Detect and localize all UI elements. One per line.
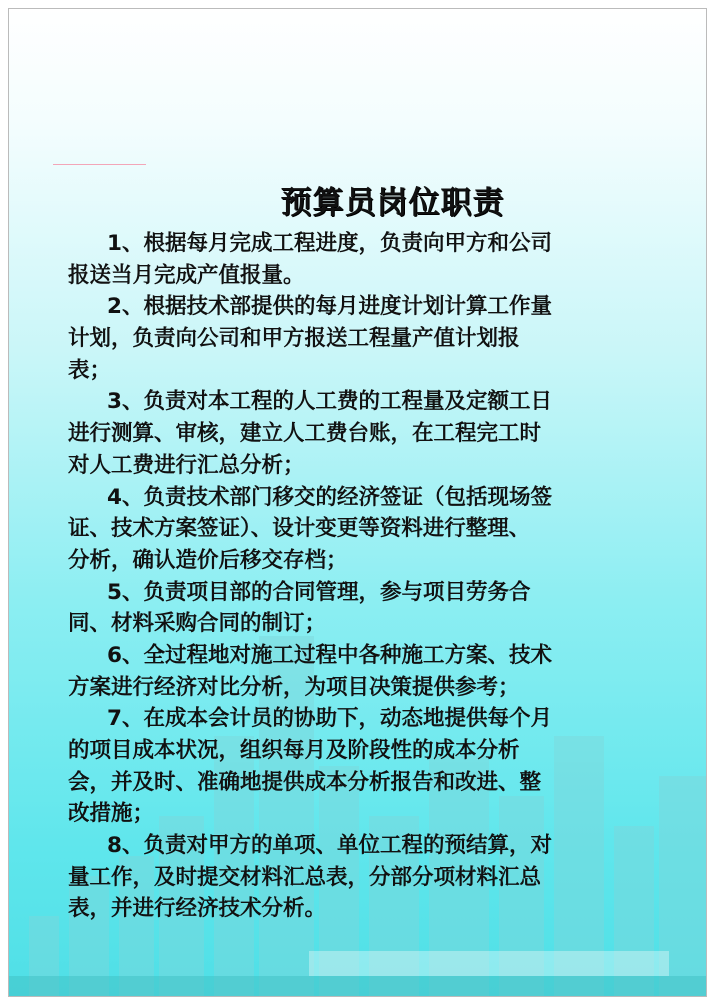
duty-item <box>68 482 658 577</box>
duty-line: 对人工费进行汇总分析； <box>68 452 305 478</box>
duty-item <box>68 228 658 291</box>
duty-item <box>68 830 658 925</box>
duty-line: 3、负责对本工程的人工费的工程量及定额工日 <box>107 389 552 415</box>
page-title: 预算员岗位职责 <box>280 185 505 221</box>
duty-item <box>68 640 658 703</box>
duty-item <box>68 386 658 481</box>
duty-line: 1、根据每月完成工程进度，负责向甲方和公司 <box>107 231 552 256</box>
duty-line: 6、全过程地对施工过程中各种施工方案、技术 <box>107 642 552 668</box>
duty-line: 2、根据技术部提供的每月进度计划计算工作量 <box>107 294 552 320</box>
duty-line: 同、材料采购合同的制订； <box>68 611 327 637</box>
duty-list <box>68 228 658 925</box>
duty-line: 计划，负责向公司和甲方报送工程量产值计划报 <box>68 326 520 352</box>
duty-line: 证、技术方案签证）、设计变更等资料进行整理、 <box>68 516 531 542</box>
duty-line: 方案进行经济对比分析，为项目决策提供参考； <box>68 674 520 700</box>
duty-line: 4、负责技术部门移交的经济签证（包括现场签 <box>107 484 552 510</box>
duty-line: 8、负责对甲方的单项、单位工程的预结算，对 <box>107 833 552 859</box>
duty-line: 分析，确认造价后移交存档； <box>68 547 348 573</box>
duty-line: 表； <box>68 357 112 383</box>
duty-line: 报送当月完成产值报量。 <box>68 262 305 288</box>
duty-line: 5、负责项目部的合同管理，参与项目劳务合 <box>107 579 531 605</box>
duty-line: 表，并进行经济技术分析。 <box>68 896 327 922</box>
duty-line: 改措施； <box>68 801 155 827</box>
duty-line: 的项目成本状况，组织每月及阶段性的成本分析 <box>68 738 520 763</box>
duty-line: 会，并及时、准确地提供成本分析报告和改进、整 <box>68 769 542 795</box>
duty-item <box>68 703 658 830</box>
duty-item <box>68 291 658 386</box>
duty-line: 进行测算、审核，建立人工费台账，在工程完工时 <box>68 421 542 447</box>
duty-item <box>68 577 658 640</box>
duty-line: 7、在成本会计员的协助下，动态地提供每个月 <box>107 706 552 732</box>
duty-line: 量工作，及时提交材料汇总表，分部分项材料汇总 <box>68 864 542 890</box>
decorative-line <box>53 164 146 165</box>
poster <box>8 8 707 997</box>
